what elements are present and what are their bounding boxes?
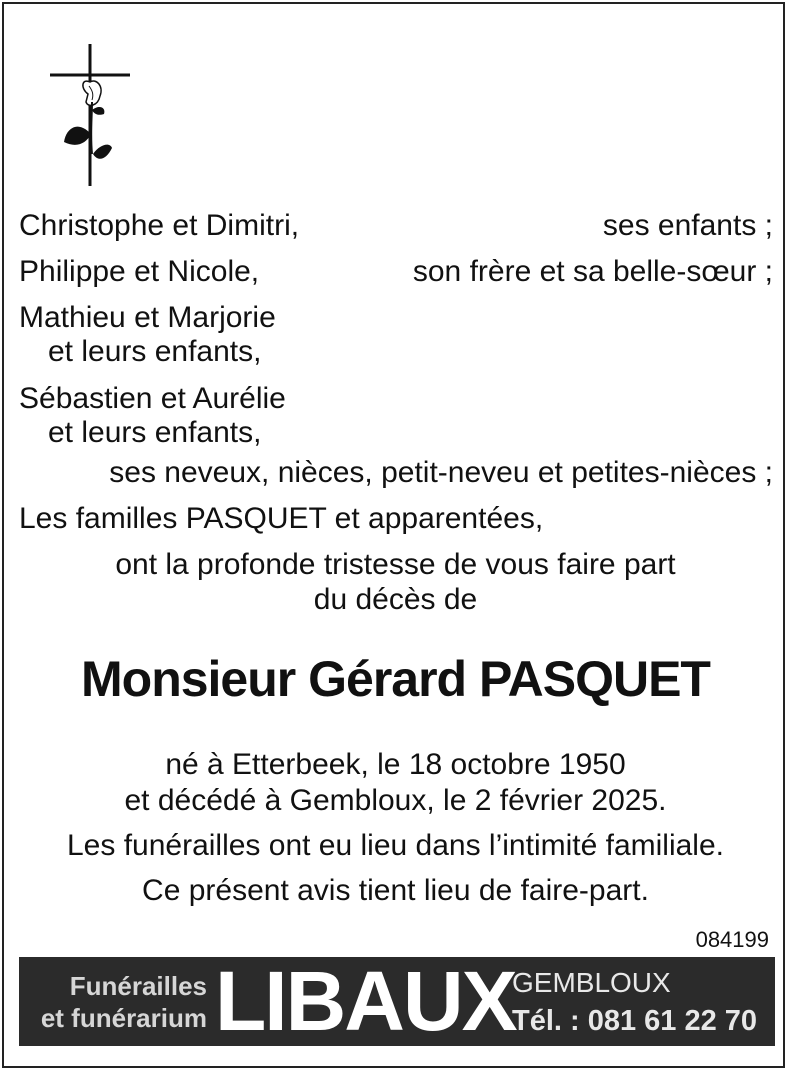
- birth-line: né à Etterbeek, le 18 octobre 1950: [165, 748, 626, 781]
- grandchild-2-children: et leurs enfants,: [48, 416, 262, 449]
- families-line: Les familles PASQUET et apparentées,: [19, 502, 544, 535]
- grandchild-1-names: Mathieu et Marjorie: [19, 301, 276, 334]
- announcement-line-2: du décès de: [313, 583, 478, 616]
- notice-line: Ce présent avis tient lieu de faire-part.: [142, 874, 649, 907]
- family-line-2-name: Philippe et Nicole,: [19, 255, 260, 288]
- banner-services: [19, 970, 207, 1034]
- banner-services-line-2: et funérarium: [40, 1003, 207, 1033]
- banner-city: GEMBLOUX: [512, 967, 671, 998]
- funeral-line: Les funérailles ont eu lieu dans l’intimité familiale.: [66, 829, 724, 862]
- family-line-2-relation: son frère et sa belle-sœur ;: [412, 255, 773, 288]
- cross-with-rose-icon: [48, 44, 132, 188]
- banner-services-line-1: Funérailles: [69, 971, 207, 1001]
- funeral-home-banner: [19, 954, 775, 1048]
- announcement-line-1: ont la profonde tristesse de vous faire part: [115, 548, 676, 581]
- family-line-1-relation: ses enfants ;: [602, 209, 773, 242]
- death-line: et décédé à Gembloux, le 2 février 2025.: [124, 784, 667, 817]
- reference-number: 084199: [695, 927, 769, 952]
- nephews-line: ses neveux, nièces, petit-neveu et petites-nièces ;: [109, 456, 773, 489]
- grandchild-2-names: Sébastien et Aurélie: [19, 382, 286, 415]
- family-line-1-name: Christophe et Dimitri,: [19, 209, 300, 242]
- banner-phone: Tél. : 081 61 22 70: [512, 1005, 758, 1037]
- deceased-name: Monsieur Gérard PASQUET: [81, 651, 710, 707]
- banner-brand: LIBAUX: [215, 954, 516, 1048]
- grandchild-1-children: et leurs enfants,: [48, 335, 262, 368]
